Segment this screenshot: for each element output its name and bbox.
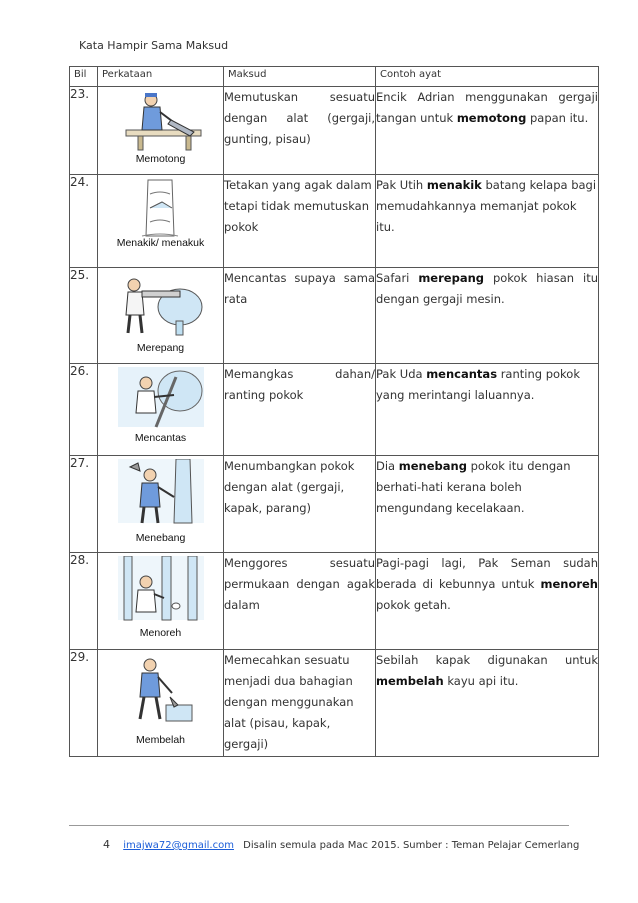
table-row — [70, 650, 599, 757]
splitting-illustration — [98, 650, 223, 756]
example-cell: Pak Utih menakik batang kelapa bagi memudahkannya memanjat pokok itu. — [376, 175, 599, 268]
trimming-illustration — [98, 268, 223, 363]
column-header-bil: Bil — [70, 67, 98, 87]
meaning-cell: Memecahkan sesuatu menjadi dua bahagian dengan menggunakan alat (pisau, kapak, gergaji) — [224, 650, 376, 757]
row-number: 23. — [70, 87, 98, 175]
table-header-row — [70, 67, 599, 87]
meaning-cell: Memutuskan sesuatu dengan alat (gergaji, gunting, pisau) — [224, 87, 376, 175]
row-number: 25. — [70, 268, 98, 364]
example-cell: Dia menebang pokok itu dengan berhati-hati kerana boleh mengundang kecelakaan. — [376, 456, 599, 553]
meaning-cell: Menumbangkan pokok dengan alat (gergaji, kapak, parang) — [224, 456, 376, 553]
meaning-cell: Mencantas supaya sama rata — [224, 268, 376, 364]
page-number: 4 — [103, 838, 110, 851]
example-cell: Pak Uda mencantas ranting pokok yang merintangi laluannya. — [376, 364, 599, 456]
cutting-illustration — [98, 87, 223, 174]
illustration-label: Merepang — [136, 342, 185, 354]
example-cell: Pagi-pagi lagi, Pak Seman sudah berada di kebunnya untuk menoreh pokok getah. — [376, 553, 599, 650]
author-email-link[interactable]: imajwa72@gmail.com — [123, 840, 234, 851]
tapping-illustration — [98, 553, 223, 649]
pruning-illustration — [98, 364, 223, 455]
example-cell: Safari merepang pokok hiasan itu dengan gergaji mesin. — [376, 268, 599, 364]
example-cell: Encik Adrian menggunakan gergaji tangan untuk memotong papan itu. — [376, 87, 599, 175]
keyword: menebang — [398, 459, 467, 473]
meaning-cell: Tetakan yang agak dalam tetapi tidak memutuskan pokok — [224, 175, 376, 268]
vocabulary-table — [69, 66, 599, 757]
column-header-perkataan: Perkataan — [98, 67, 224, 87]
row-number: 26. — [70, 364, 98, 456]
row-number: 27. — [70, 456, 98, 553]
table-row — [70, 456, 599, 553]
table-row — [70, 364, 599, 456]
table-row — [70, 175, 599, 268]
row-number: 29. — [70, 650, 98, 757]
illustration-label: Membelah — [135, 734, 186, 746]
footer-divider — [69, 825, 569, 826]
illustration-label: Memotong — [135, 153, 186, 165]
keyword: merepang — [418, 271, 484, 285]
document-header-title: Kata Hampir Sama Maksud — [79, 39, 229, 52]
table-row — [70, 268, 599, 364]
footer-credit: Disalin semula pada Mac 2015. Sumber : Teman Pelajar Cemerlang — [243, 840, 580, 851]
table-row — [70, 553, 599, 650]
example-cell: Sebilah kapak digunakan untuk membelah kayu api itu. — [376, 650, 599, 757]
table-row — [70, 87, 599, 175]
column-header-contoh-ayat: Contoh ayat — [376, 67, 599, 87]
illustration-label: Menebang — [135, 532, 186, 544]
felling-illustration — [98, 456, 223, 552]
illustration-label: Mencantas — [134, 432, 187, 444]
row-number: 24. — [70, 175, 98, 268]
row-number: 28. — [70, 553, 98, 650]
keyword: mencantas — [426, 367, 498, 381]
meaning-cell: Menggores sesuatu permukaan dengan agak dalam — [224, 553, 376, 650]
illustration-label: Menoreh — [139, 627, 182, 639]
illustration-label: Menakik/ menakuk — [116, 237, 205, 249]
meaning-cell: Memangkas dahan/ ranting pokok — [224, 364, 376, 456]
page-footer — [103, 838, 579, 851]
keyword: memotong — [456, 111, 527, 125]
keyword: menoreh — [540, 577, 598, 591]
keyword: membelah — [376, 674, 444, 688]
keyword: menakik — [426, 178, 482, 192]
column-header-maksud: Maksud — [224, 67, 376, 87]
notched-trunk-illustration — [98, 175, 223, 267]
